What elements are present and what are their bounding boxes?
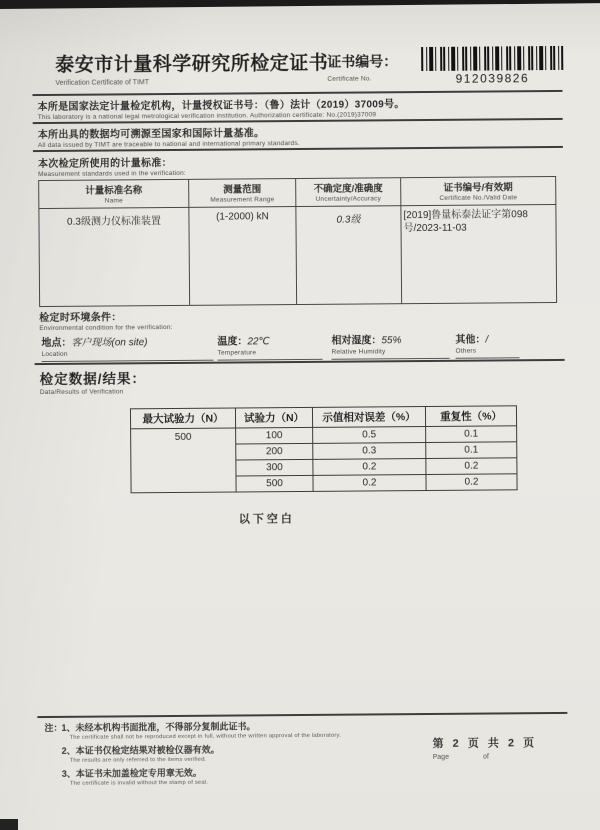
traceability-statement: 本所出具的数据均可溯源至国家和国际计量基准。 All data issued by TIMT are traceable to national and international primary standards. <box>37 128 300 150</box>
results-col-force: 试验力（N） <box>235 407 312 428</box>
env-temperature: 温度：22℃ Temperature <box>217 332 322 361</box>
results-col-max-force: 最大试验力（N） <box>130 408 235 429</box>
max-force-cell: 500 <box>131 428 236 493</box>
certificate-number-label: 证书编号： Certificate No. <box>327 53 398 83</box>
force-cell: 200 <box>236 443 313 460</box>
results-heading: 检定数据/结果： Data/Results of Verification <box>39 371 147 397</box>
error-cell: 0.2 <box>313 475 426 492</box>
footer-note: 1、未经本机构书面批准，不得部分复制此证书。 The certificate shall not be reproduced except in full, without the written approval of the laboratory. <box>61 721 342 741</box>
standard-cert-cell: [2019]鲁量标泰法证字第098号/2023-11-03 <box>401 204 557 303</box>
results-col-error: 示值相对误差（%） <box>312 407 425 428</box>
standard-range-cell: (1-2000) kN <box>189 207 297 306</box>
standards-col-range: 测量范围 Measurement Range <box>189 179 296 208</box>
force-cell: 100 <box>236 427 313 444</box>
standards-table-header-row <box>39 176 556 208</box>
standards-table <box>38 176 557 307</box>
env-humidity: 相对湿度：55% Relative Humidity <box>331 331 449 360</box>
notes-label: 注： <box>44 722 63 734</box>
repeatability-cell: 0.1 <box>426 426 517 443</box>
footer-note: 2、本证书仅检定结果对被检仪器有效。 The results are only referred to the items verified. <box>61 744 220 764</box>
scan-background-corner <box>0 819 18 830</box>
certificate-title: 泰安市计量科学研究所检定证书 <box>55 52 329 76</box>
standards-col-name: 计量标准名称 Name <box>39 179 189 208</box>
results-col-repeatability: 重复性（%） <box>425 406 516 427</box>
repeatability-cell: 0.1 <box>426 442 517 459</box>
error-cell: 0.2 <box>313 459 426 476</box>
standard-name-cell: 0.3级测力仪标准装置 <box>39 207 190 306</box>
barcode-icon <box>421 46 563 71</box>
env-location: 地点：客户现场(on site) Location <box>41 333 213 362</box>
force-cell: 300 <box>236 459 313 476</box>
certificate-header <box>55 48 328 87</box>
blank-below-note: 以下空白 <box>238 513 295 526</box>
environment-heading: 检定时环境条件： Environmental condition for the verification: <box>39 312 173 333</box>
divider <box>37 712 567 718</box>
repeatability-cell: 0.2 <box>426 474 517 491</box>
page-label: Page <box>432 753 450 761</box>
page-of-label: of <box>483 753 489 761</box>
standards-table-row <box>39 204 557 306</box>
repeatability-cell: 0.2 <box>426 458 517 475</box>
footer-note: 3、本证书未加盖检定专用章无效。 The certificate is invalid without the stamp of seal. <box>61 767 209 787</box>
error-cell: 0.5 <box>313 427 426 444</box>
standards-col-cert: 证书编号/有效期 Certificate No./Valid Date <box>401 176 556 205</box>
error-cell: 0.3 <box>313 443 426 460</box>
standard-accuracy-cell: 0.3级 <box>296 206 402 305</box>
authorization-statement: 本所是国家法定计量检定机构，计量授权证书号：（鲁）法计（2019）37009号。 This laboratory is a national legal metrological verification institution. Authorization certificate: No.(2019)37009 <box>37 99 405 122</box>
results-table <box>130 405 518 493</box>
certificate-number-value: 912039826 <box>455 71 530 86</box>
footer-notes <box>44 718 415 790</box>
env-others: 其他：/ Others <box>455 330 519 359</box>
certificate-number-block <box>421 46 563 86</box>
certificate-title-en: Verification Certificate of TIMT <box>55 79 150 87</box>
page-number: 第 2 页 共 2 页 Page of <box>432 737 538 761</box>
standards-heading: 本次检定所使用的计量标准： Measurement standards used in the verification: <box>37 157 186 179</box>
standards-col-accuracy: 不确定度/准确度 Uncertainty/Accuracy <box>296 178 401 207</box>
force-cell: 500 <box>236 475 313 492</box>
